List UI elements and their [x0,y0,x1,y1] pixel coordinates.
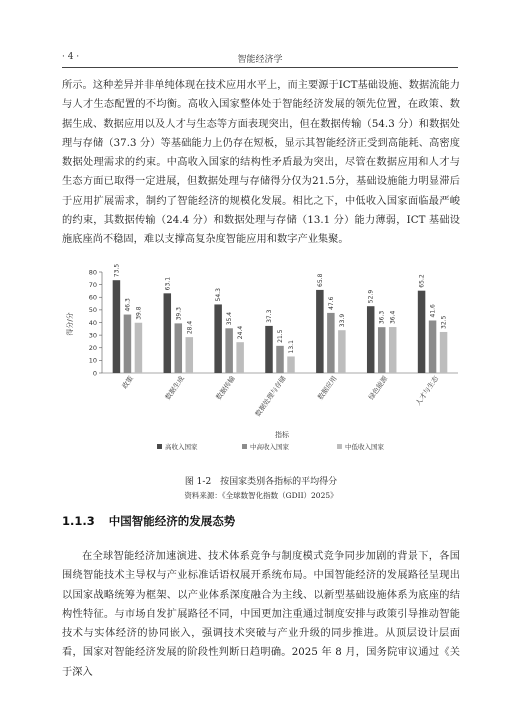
bar [287,356,295,373]
bars [113,264,448,373]
y-tick-label: 30 [88,331,97,340]
category-label: 政策 [120,374,136,391]
bar-value-label: 39.8 [135,306,143,320]
bar [113,280,121,373]
y-axis-label: 得分/分 [66,312,74,336]
bar [327,313,335,373]
y-tick-label: 20 [88,344,97,353]
bar-chart-svg [62,262,462,472]
running-title: 智能经济学 [237,55,283,65]
bar-value-label: 52.9 [367,289,375,304]
bar [429,320,437,373]
page-number: · 4 · [62,52,80,62]
y-tick-label: 60 [88,293,97,302]
figure-caption: 图 1-2 按国家类别各指标的平均得分 [184,477,338,487]
bar-value-label: 46.3 [124,298,132,312]
bar-value-label: 32.5 [440,315,448,329]
body-paragraph-1: 所示。这种差异并非单纯体现在技术应用水平上，而主要源于ICT基础设施、数据流能力与人才生态配置的不均衡。高收入国家整体处于智能经济发展的领先位置，在政策、数据生成、数据应用以及人才与生态等方面表现突出，但在数据传输（54.3 分）和数据处理与存储（37.3 分）等基础能力上仍存在短板，显示其智能经济正受到高能耗、高密度数据处理需求的约束。中高收入国家的结构性矛盾最为突出，尽管在数据应用和人才与生态方面已取得一定进展，但数据处理与存储得分仅为21.5分，基础设施能力明显滞后于应用扩展需求，制约了智能经济的规模化发展。相比之下，中低收入国家面临最严峻的约束，其数据传输（24.4 分）和数据处理与存储（13.1 分）能力薄弱，ICT 基础设施底座尚不稳固，难以支撑高复杂度智能应用和数字产业集聚。 [62,80,460,246]
category-label: 数据传输 [214,374,237,402]
bar-value-label: 54.3 [215,288,223,302]
category-label: 人才与生态 [414,374,441,407]
bar [367,306,375,373]
bar [265,326,273,373]
category-label: 数据生成 [163,374,186,402]
figure-source: 资料来源：《全球数智化指数（GDII）2025》 [184,491,338,500]
body-paragraph-2: 在全球智能经济加速演进、技术体系竞争与制度模式竞争同步加剧的背景下，各国围绕智能技术主导权与产业标准话语权展开系统布局。中国智能经济的发展路径呈现出以国家战略统筹为框架、以产业体系深度融合为主线、以新型基础设施体系为底座的结构性特征。与市场自发扩展路径不同，中国更加注重通过制度安排与政策引导推动智能技术与实体经济的协同嵌入，强调技术突破与产业升级的同步推进。从顶层设计层面看，国家对智能经济发展的阶段性判断日趋明确。2025 年 8 月，国务院审议通过《关于深入 [62,551,460,678]
bar-value-label: 47.6 [327,296,335,310]
category-label: 数据应用 [316,374,339,402]
bar-value-label: 36.3 [378,310,386,325]
bar-value-label: 24.4 [237,325,245,340]
bar [236,342,244,373]
legend-swatch [157,444,162,449]
legend-label: 中高收入国家 [250,443,289,451]
bar-value-label: 35.4 [226,311,234,326]
y-tick-label: 70 [88,280,97,289]
category-labels [120,374,440,418]
bar [338,330,346,373]
y-tick-label: 80 [88,268,97,277]
y-tick-label: 50 [88,306,97,315]
legend-swatch [337,444,342,449]
bar [440,332,448,373]
bar-value-label: 65.2 [418,274,426,288]
bar-value-label: 36.4 [389,310,397,325]
bar-value-label: 28.4 [186,320,194,335]
chart-legend [157,442,385,451]
bar [124,315,132,373]
bar [214,304,222,373]
section-number: 1.1.3 [62,514,95,528]
bar-value-label: 37.3 [266,309,273,323]
bar [389,327,397,373]
bar-value-label: 13.1 [288,340,295,354]
bar [135,323,143,373]
bar [418,291,426,373]
bar-value-label: 73.5 [113,263,121,278]
x-axis-label: 指标 [275,431,289,439]
page-header [62,52,458,66]
section-heading [62,513,235,529]
header-rule [62,67,458,68]
legend-swatch [242,444,247,449]
y-tick-label: 40 [88,318,97,327]
y-tick-label: 0 [92,369,97,378]
bar [175,323,183,373]
bar-value-label: 33.9 [338,313,346,328]
bar-value-label: 63.1 [164,276,172,291]
bar [225,328,233,373]
y-ticks [89,268,458,377]
bar [316,290,324,373]
y-tick-label: 10 [88,356,97,365]
bar-value-label: 41.6 [429,304,437,318]
section-title: 中国智能经济的发展态势 [108,514,236,528]
bar-value-label: 39.3 [175,307,183,321]
legend-label: 中低收入国家 [345,443,384,451]
bar-value-label: 21.5 [277,329,284,343]
category-label: 绿色能源 [367,374,390,402]
bar [276,346,284,373]
bar [164,293,172,373]
bar [378,327,386,373]
bar [186,337,194,373]
category-label: 数据处理与存储 [253,374,288,419]
bar-value-label: 65.8 [316,273,324,287]
legend-label: 高收入国家 [165,443,198,451]
bar-chart [62,262,462,472]
